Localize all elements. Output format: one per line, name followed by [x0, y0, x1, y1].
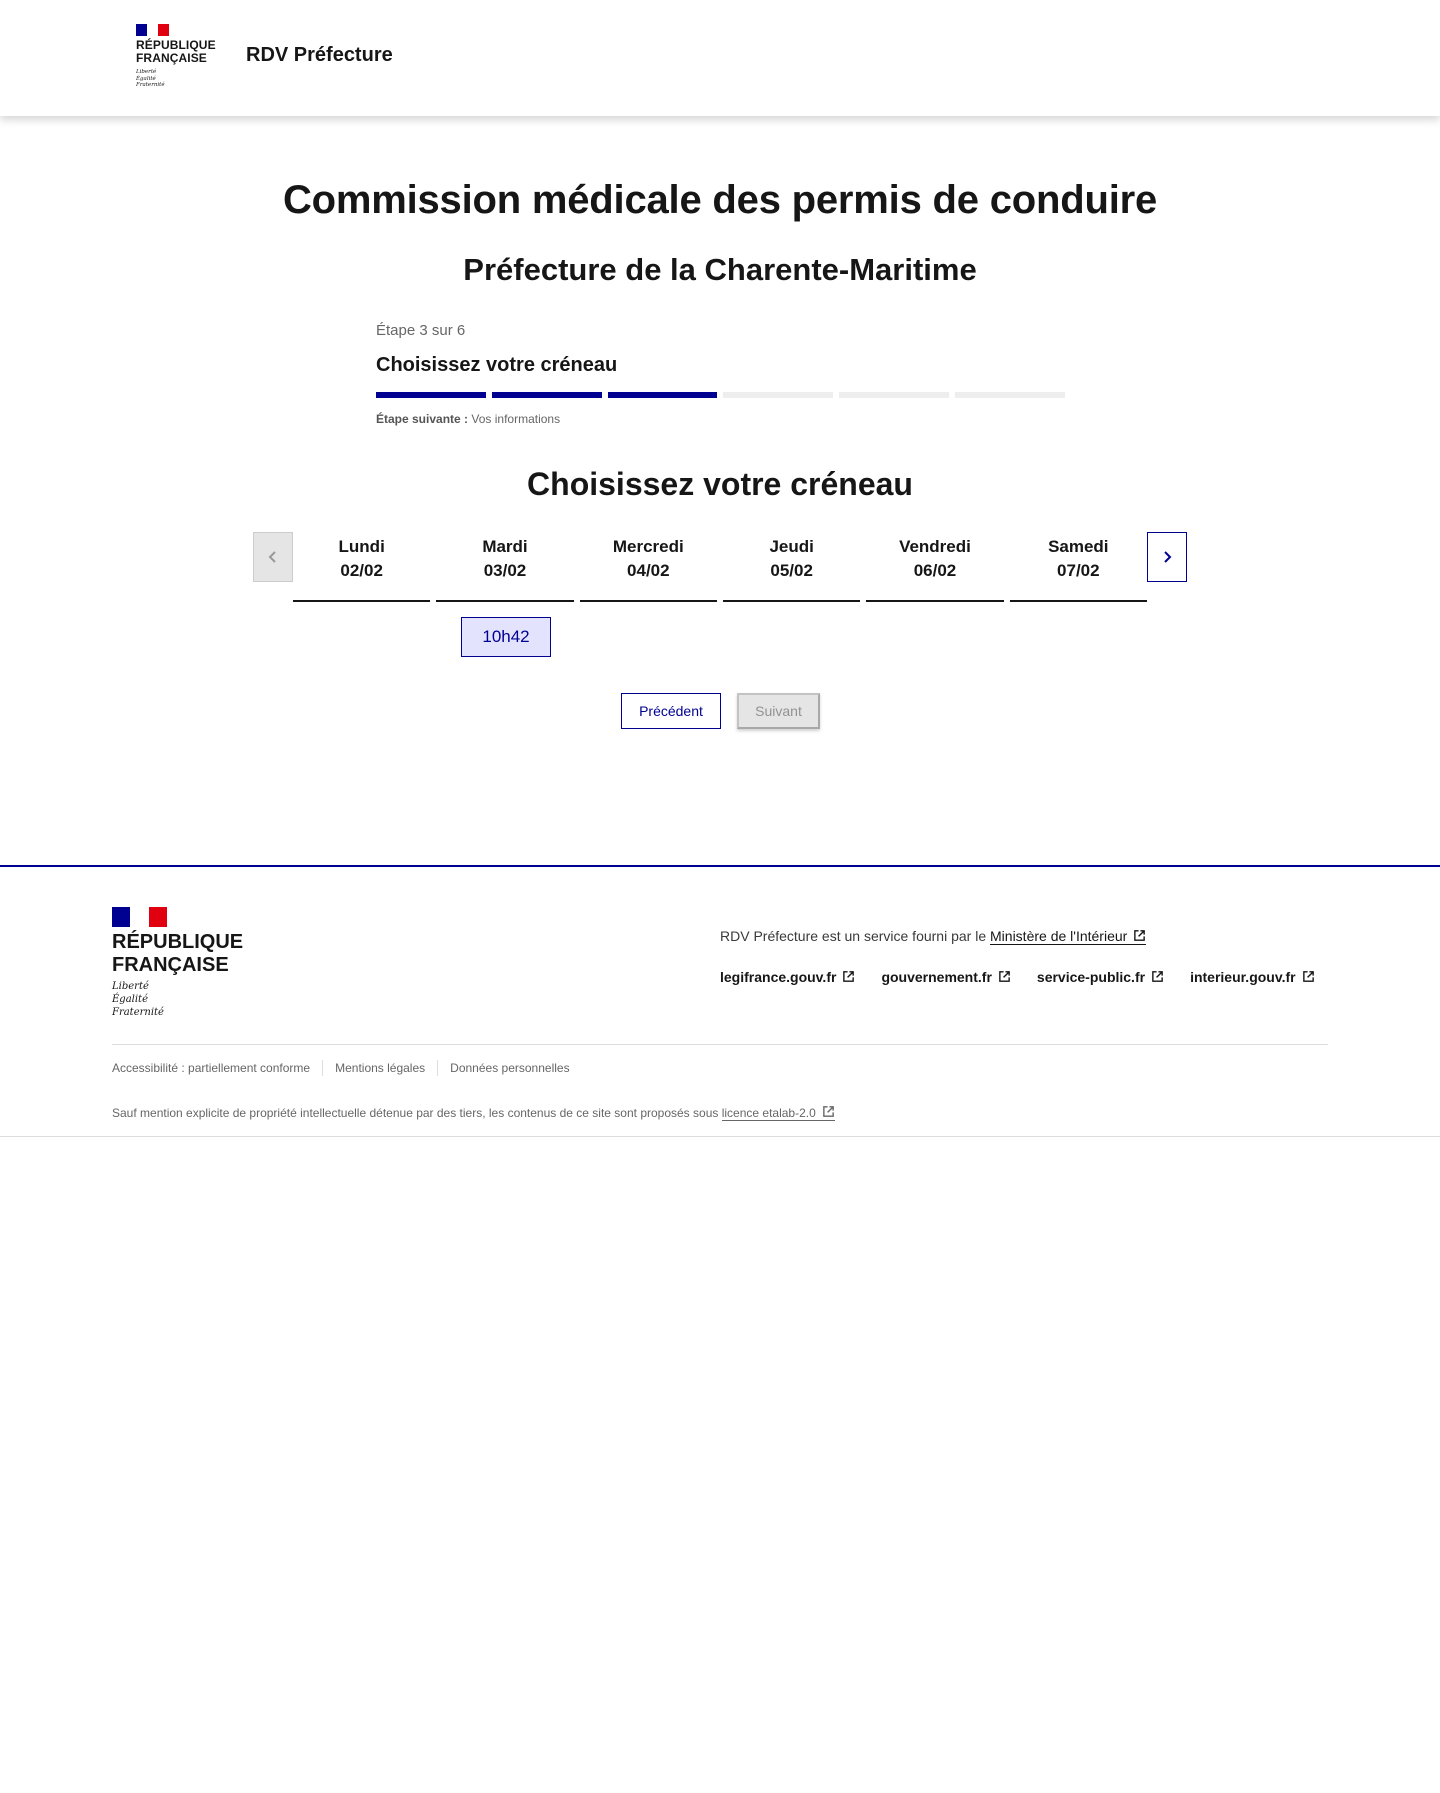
chevron-right-icon	[1160, 550, 1174, 564]
ministere-interieur-link-label: Ministère de l'Intérieur	[990, 928, 1128, 944]
day-column	[580, 532, 717, 602]
footer-partner-link-label: gouvernement.fr	[881, 969, 992, 985]
footer-bottom-divider	[322, 1060, 323, 1076]
time-slot-button[interactable]: 10h42	[461, 617, 551, 657]
day-date: 06/02	[913, 561, 957, 580]
day-date: 05/02	[770, 561, 813, 580]
site-footer	[0, 865, 1440, 1137]
stepper	[376, 322, 1065, 426]
marianne-flag-icon	[112, 907, 167, 927]
external-link-icon	[1302, 970, 1315, 983]
footer-bottom-divider	[437, 1060, 438, 1076]
step-next-value: Vos informations	[471, 412, 561, 426]
service-title[interactable]: RDV Préfecture	[246, 44, 393, 66]
day-column	[866, 532, 1003, 602]
slots-title: Choisissez votre créneau	[527, 466, 913, 502]
footer-copyright	[112, 1105, 835, 1120]
day-column	[723, 532, 860, 602]
footer-description-text: RDV Préfecture est un service fourni par le	[720, 928, 987, 944]
footer-description	[720, 928, 1146, 944]
footer-partner-link[interactable]	[1190, 969, 1315, 985]
day-name: Samedi	[1048, 537, 1109, 556]
day-date: 02/02	[340, 561, 383, 580]
footer-partner-link[interactable]	[720, 969, 855, 985]
step-bar-segment	[492, 392, 602, 398]
republique-francaise-logo[interactable]: RÉPUBLIQUE FRANÇAISE	[136, 38, 216, 65]
licence-etalab-link-label: licence etalab-2.0	[721, 1106, 816, 1120]
step-bar-segment	[608, 392, 718, 398]
step-title: Choisissez votre créneau	[376, 354, 618, 376]
day-date: 03/02	[483, 561, 527, 580]
step-bar-segment	[839, 392, 949, 398]
footer-bottom-link[interactable]: Données personnelles	[450, 1061, 570, 1075]
external-link-icon	[822, 1105, 835, 1118]
ministere-interieur-link[interactable]	[990, 928, 1146, 945]
chevron-left-icon	[266, 550, 280, 564]
footer-republique-francaise-logo[interactable]: RÉPUBLIQUE FRANÇAISE	[112, 931, 244, 976]
footer-partner-link-label: service-public.fr	[1036, 969, 1146, 985]
day-column	[1010, 532, 1147, 602]
footer-partner-link[interactable]	[881, 969, 1010, 985]
step-bar-segment	[376, 392, 486, 398]
brand-motto: Liberté Égalité Fraternité	[136, 69, 165, 88]
footer-bottom-link[interactable]: Accessibilité : partiellement conforme	[112, 1061, 311, 1075]
step-next	[376, 412, 1065, 426]
external-link-icon	[842, 970, 855, 983]
step-progress-bar	[376, 392, 1065, 398]
day-date: 04/02	[627, 561, 670, 580]
day-name: Vendredi	[899, 537, 971, 556]
footer-copyright-text: Sauf mention explicite de propriété intellectuelle détenue par des tiers, les contenus de ce site sont proposés sous	[112, 1106, 719, 1120]
external-link-icon	[1151, 970, 1164, 983]
site-header	[0, 0, 1440, 116]
step-state: Étape 3 sur 6	[376, 322, 466, 339]
day-column	[436, 532, 573, 602]
page-subtitle: Préfecture de la Charente-Maritime	[463, 252, 977, 287]
step-next-label: Étape suivante :	[376, 412, 469, 426]
step-bar-segment	[955, 392, 1065, 398]
footer-partner-link[interactable]	[1037, 969, 1164, 985]
licence-etalab-link[interactable]	[722, 1106, 835, 1121]
day-name: Mardi	[482, 537, 528, 556]
page-title: Commission médicale des permis de conduire	[282, 178, 1158, 222]
footer-partner-link-label: interieur.gouv.fr	[1190, 969, 1296, 985]
marianne-flag-icon	[136, 24, 169, 36]
calendar-previous-button[interactable]	[253, 532, 293, 582]
footer-brand-motto: Liberté Égalité Fraternité	[112, 981, 164, 1018]
footer-partner-link-label: legifrance.gouv.fr	[720, 969, 837, 985]
footer-divider	[112, 1044, 1328, 1045]
footer-bottom-links	[112, 1060, 570, 1076]
day-date: 07/02	[1057, 561, 1100, 580]
day-name: Mercredi	[612, 537, 684, 556]
external-link-icon	[1133, 929, 1146, 942]
calendar-next-button[interactable]	[1147, 532, 1187, 582]
external-link-icon	[998, 970, 1011, 983]
day-column	[293, 532, 430, 602]
day-name: Lundi	[338, 537, 385, 556]
step-bar-segment	[723, 392, 833, 398]
day-name: Jeudi	[769, 537, 814, 556]
footer-bottom-link[interactable]: Mentions légales	[335, 1061, 426, 1075]
previous-button[interactable]: Précédent	[621, 693, 721, 729]
next-button: Suivant	[737, 693, 820, 729]
footer-partner-links	[720, 969, 1315, 985]
calendar-days	[293, 532, 1147, 602]
